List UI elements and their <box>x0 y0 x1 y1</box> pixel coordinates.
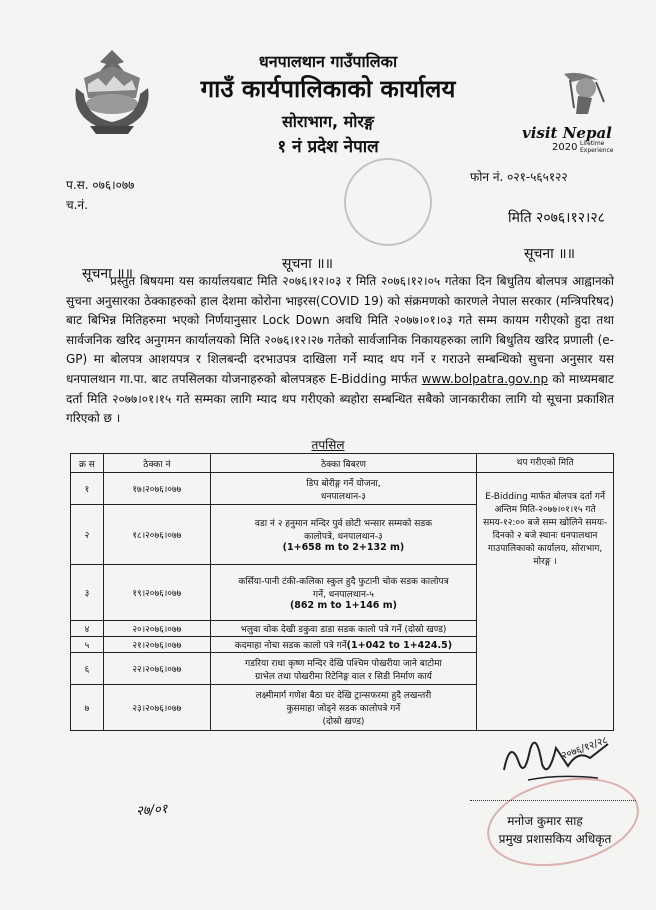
signatory-title: प्रमुख प्रशासकिय अधिकृत <box>498 832 612 846</box>
notice-body <box>66 272 614 429</box>
notice-body-part1: प्रस्तुत बिषयमा यस कार्यालयबाट मिति २०७६।१२।०३ र मिति २०७६।१२।०५ गतेका दिन बिधुतिय बोलपत्र आह्वानको सुचना अनुसारका ठेक्काहरुको हाल देशमा कोरोना भाइरस(COVID 19) को संक्रमणको कारणले नेपाल सरकार (मन्त्रिपरिषद) बाट बिभिन्न मितिहरुमा भएको निर्णयानुसार Lock Down अवधि मिति २०७७।०१।०३ गते सम्म कायम गरीएको हुदा तथा सार्वजनिक खरिद अनुगमन कार्यालयको मिति २०७६।१२।२७ गतेको सार्वजानिक निकायहरुका लागि बिधुतिय खरिद प्रणाली (e-GP) मा बोलपत्र आशयपत्र र शिलबन्दी दरभाउपत्र दाखिला गर्ने म्याद थप गर्ने र गराउने सम्बन्धिको सुचना अनुसार यस धनपालथान गा.पा. बाट तपसिलका योजनाहरुको बोलपत्रहरु E-Bidding मार्फत <box>66 274 614 386</box>
table-row: ६ २२।२०७६।०७७ गडरिया राधा कृष्ण मन्दिर देखि पश्चिम पोखरीया जाने बाटोमा ग्राभेल तथा पोखरीमा रिटेनिङ्ग वाल र सिडी निर्माण कार्य <box>71 653 614 685</box>
reference-number: प.स. ०७६।०७७ <box>66 178 135 192</box>
col-serial: क्र स <box>71 454 104 473</box>
notice-label-right: सूचना ॥॥ <box>524 246 575 262</box>
notice-label-left: सूचना ॥॥ <box>82 266 133 282</box>
bolpatra-link[interactable]: www.bolpatra.gov.np <box>421 371 549 386</box>
signature-date: २०७६/१२/२८ <box>560 734 610 762</box>
table-row: ७ २३।२०७६।०७७ लक्ष्मीमार्ग गणेश बैठा घर देखि ट्रान्सफरमा हुदै लखन्तरी कुसमाहा जोड्ने सडक कालोपत्रे गर्ने (दोस्रो खण्ड) <box>71 685 614 731</box>
office-stamp <box>344 158 432 246</box>
table-row: ५ २१।२०७६।०७७ कदमाहा नोचा सडक कालो पत्रे गर्ने(1+042 to 1+424.5) <box>71 637 614 653</box>
header-office: गाउँ कार्यपालिकाको कार्यालय <box>200 75 456 103</box>
visit-nepal-sub: Lifetime Experience <box>580 140 614 154</box>
table-caption: तपसिल <box>311 438 345 452</box>
col-description: ठेक्का बिबरण <box>210 454 476 473</box>
notice-date: मिति २०७६।१२।२८ <box>508 210 605 226</box>
table-row: १ १७।२०७६।०७७ डिप बोरीङ्ग गर्ने योजना, धनपालथान-३ E-Bidding मार्फत बोलपत्र दर्ता गर्ने अन्तिम मिति-२०७७।०१।१५ गते समय-१२:०० बजे सम्म खोलिने समयः-दिनको २ बजे स्थानः धनपालथान गाउपालिकाको कार्यालय, सोराभाग, मोरङ्ग । <box>71 473 614 505</box>
table-row: २ १८।२०७६।०७७ वडा नं २ हनुमान मन्दिर पुर्व छोटी भन्सार सम्मको सडक कालोपत्रे, धनपालथान-३ (1+658 m to 2+132 m) <box>71 505 614 565</box>
header-province: १ नं प्रदेश नेपाल <box>277 137 379 157</box>
table-row: ४ २०।२०७६।०७७ भलुवा चोक देखी डकुवा डाडा सडक कालो पत्रे गर्ने (दोस्रो खण्ड) <box>71 621 614 637</box>
table-row: ३ १९।२०७६।०७७ कर्सिया-पानी टंकी-कलिका स्कुल हुदै फुटानी चोक सडक कालोपत्र गर्ने, धनपालथान-५ (862 m to 1+146 m) <box>71 565 614 621</box>
visit-nepal-text: visit Nepal <box>522 124 612 142</box>
visit-nepal-year: 2020 <box>552 142 578 153</box>
signatory-name: मनोज कुमार साह <box>507 814 583 828</box>
header-municipality: धनपालथान गाउँपालिका <box>258 52 398 71</box>
table-header-row <box>71 454 614 473</box>
col-contract-no: ठेक्का नं <box>103 454 210 473</box>
notice-body-part2: को माध्यमबाट दर्ता मिति २०७७।०१।१५ गते सम्मका लागि म्याद थप गरीएको ब्यहोरा सम्बन्धित सबैको जानकारीका लागि यो सूचना प्रकाशित गरिएको छ । <box>66 371 614 426</box>
handwritten-note: २७/०१ <box>135 801 169 820</box>
extension-details: E-Bidding मार्फत बोलपत्र दर्ता गर्ने अन्तिम मिति-२०७७।०१।१५ गते समय-१२:०० बजे सम्म खोलिने समयः-दिनको २ बजे स्थानः धनपालथान गाउपालिकाको कार्यालय, सोराभाग, मोरङ्ग । <box>477 473 614 731</box>
col-extended-date: थप गरीएको मिति <box>477 454 614 473</box>
signature-line <box>470 800 636 801</box>
dispatch-number: च.नं. <box>66 198 88 212</box>
contracts-table <box>70 453 614 731</box>
notice-label-center: सूचना ॥॥ <box>282 256 333 272</box>
phone-number: फोन नं. ०२१-५६५१२२ <box>470 170 568 184</box>
header-location: सोराभाग, मोरङ्ग <box>281 112 375 131</box>
